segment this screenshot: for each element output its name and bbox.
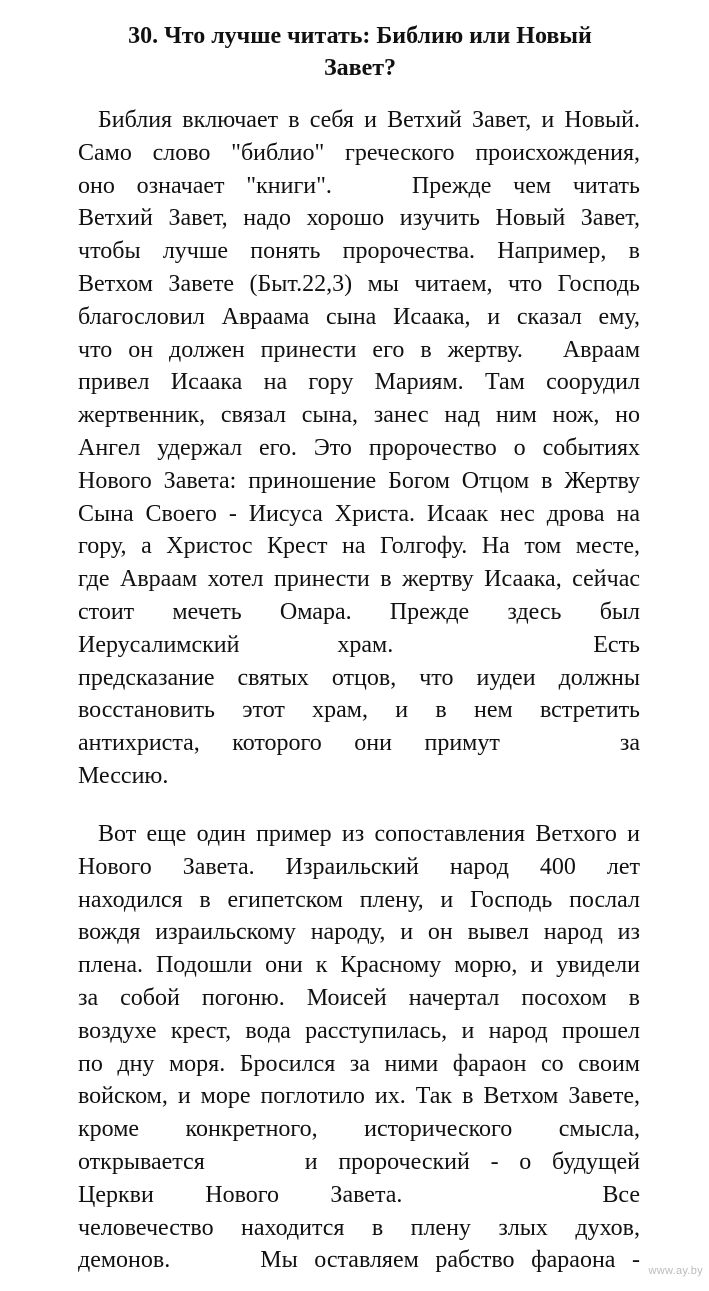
text-line: Мессию. [78,762,169,789]
text-line: Ветхий Завет, надо хорошо изучить Новый Завет, [78,205,640,232]
text-line: Само слово "библио" греческого происхождения, [78,139,640,166]
paragraph-1 [78,104,640,793]
text-line: антихриста, которого они примут за [78,730,640,757]
text-line: Нового Завета: приношение Богом Отцом в Жертву [78,467,640,494]
text-line: предсказание святых отцов, что иудеи должны [78,664,640,691]
text-line: человечество находится в плену злых духов, [78,1214,640,1241]
text-line: Церкви Нового Завета. Все [78,1181,640,1208]
text-line: жертвенник, связал сына, занес над ним нож, но [78,402,640,429]
text-line: находился в египетском плену, и Господь послал [78,886,640,913]
title-line-1: 30. Что лучше читать: Библию или Новый [128,23,592,49]
text-line: по дну моря. Бросился за ними фараон со своим [78,1050,640,1077]
text-line: Нового Завета. Израильский народ 400 лет [78,853,640,880]
document-title [100,20,620,84]
text-line: что он должен принести его в жертву. Авраам [78,336,640,363]
text-line: Сына Своего - Иисуса Христа. Исаак нес дрова на [78,500,640,527]
text-line: Ветхом Завете (Быт.22,3) мы читаем, что Господь [78,270,640,297]
text-line: войском, и море поглотило их. Так в Ветхом Завете, [78,1083,640,1110]
text-line: Библия включает в себя и Ветхий Завет, и Новый. [98,107,640,133]
text-line: оно означает "книги". Прежде чем читать [78,172,640,199]
text-line: где Авраам хотел принести в жертву Исаака, сейчас [78,566,640,593]
text-line: Вот еще один пример из сопоставления Ветхого и [98,821,640,847]
text-line: кроме конкретного, исторического смысла, [78,1116,640,1143]
watermark: www.ay.by [648,1265,703,1277]
text-line: гору, а Христос Крест на Голгофу. На том месте, [78,533,640,560]
text-line: за собой погоню. Моисей начертал посохом в [78,984,640,1011]
text-line: стоит мечеть Омара. Прежде здесь был [78,598,640,625]
text-line: благословил Авраама сына Исаака, и сказал ему, [78,303,640,330]
text-line: привел Исаака на гору Мариям. Там соорудил [78,369,640,396]
text-line: Иерусалимский храм. Есть [78,631,640,658]
text-line: вождя израильскому народу, и он вывел народ из [78,919,640,946]
text-line: Ангел удержал его. Это пророчество о событиях [78,434,640,461]
text-line: воздухе крест, вода расступилась, и народ прошел [78,1017,640,1044]
text-line: плена. Подошли они к Красному морю, и увидели [78,952,640,979]
text-line: чтобы лучше понять пророчества. Например, в [78,238,640,265]
paragraph-2 [78,818,640,1277]
title-line-2: Завет? [323,55,397,81]
text-line: восстановить этот храм, и в нем встретить [78,697,640,724]
text-line: открывается и пророческий - о будущей [78,1148,640,1175]
text-line: демонов. Мы оставляем рабство фараона - [78,1247,640,1274]
